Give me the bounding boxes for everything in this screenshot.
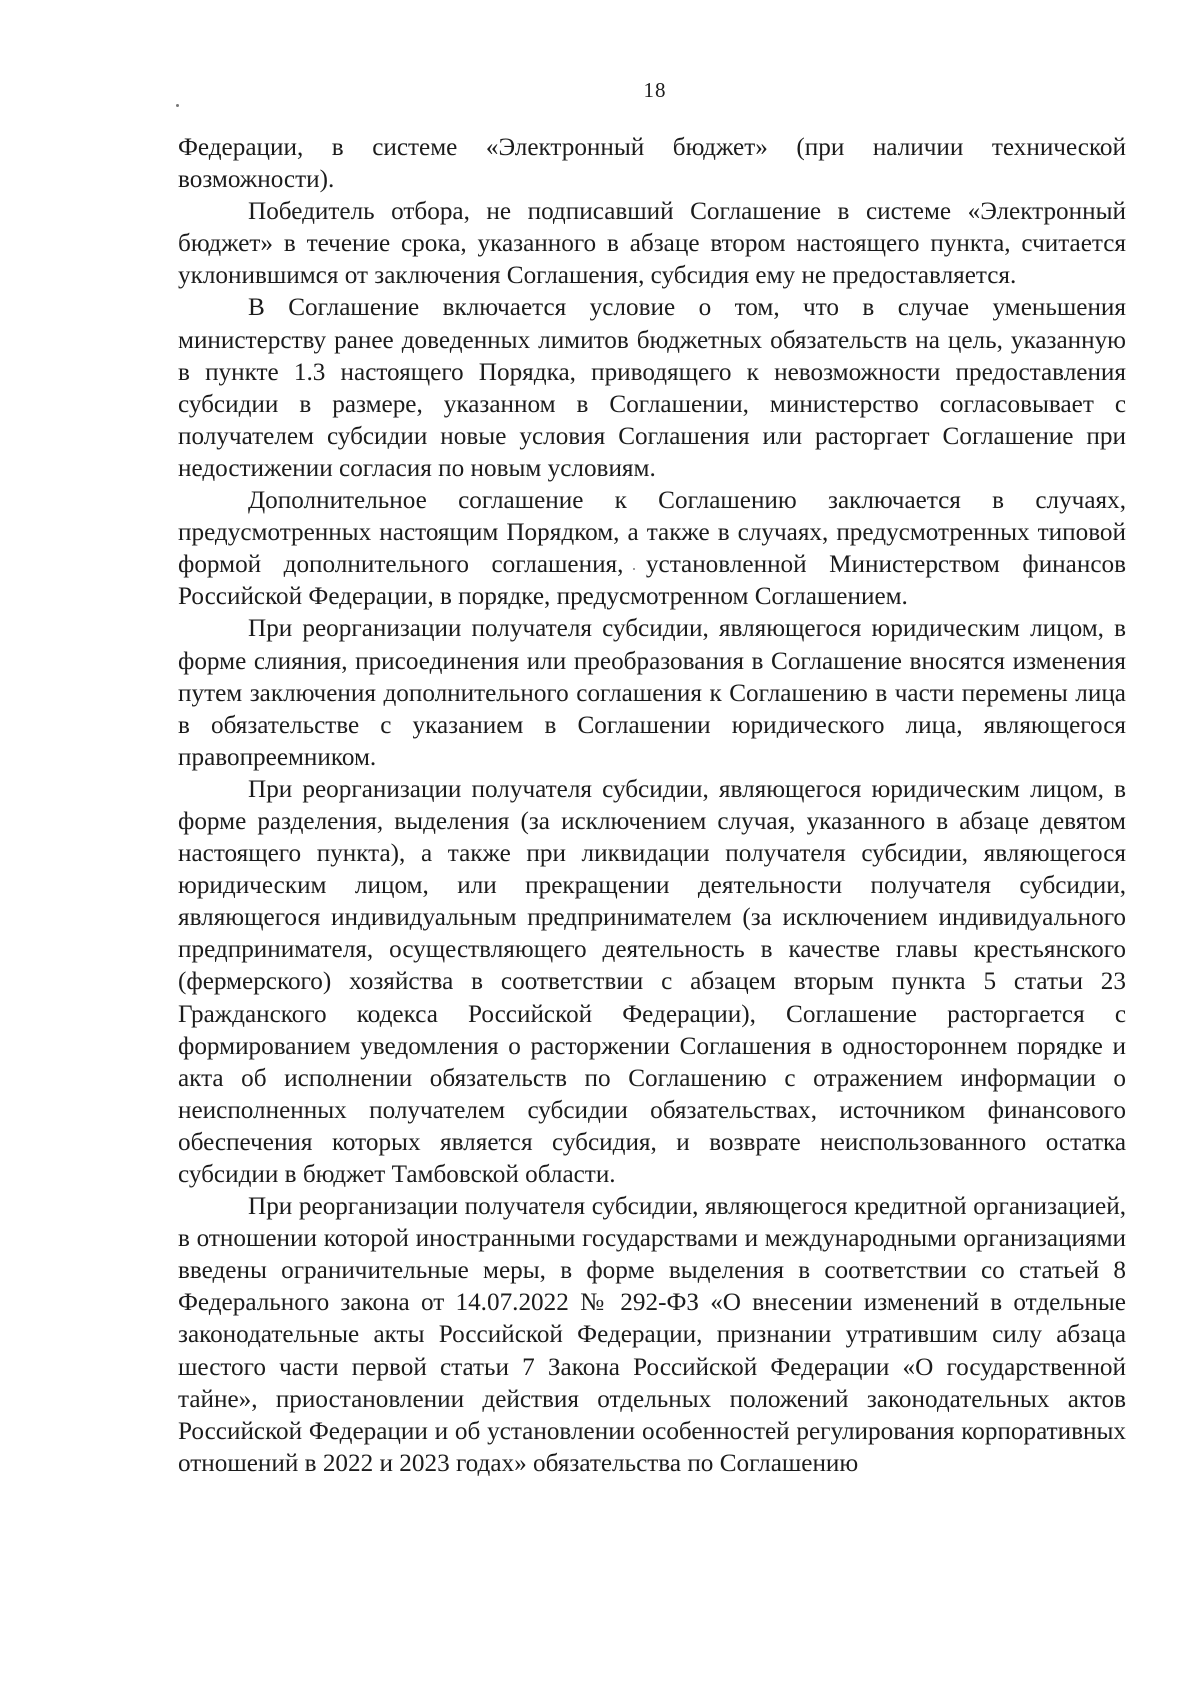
paragraph: Федерации, в системе «Электронный бюджет» (при наличии технической возможности). [178,134,1126,194]
body-text [178,132,1126,1480]
paragraph: При реорганизации получателя субсидии, являющегося кредитной организацией, в отношении которой иностранными государствами и международными организациями введены ограничительные меры, в форме выделения в соответствии со статьей 8 Федерального закона от 14.07.2022 № 292-ФЗ «О внесении изменений в отдельные законодательные акты Российской Федерации, признании утратившим силу абзаца шестого части первой статьи 7 Закона Российской Федерации «О государственной тайне», приостановлении действия отдельных положений законодательных актов Российской Федерации и об установлении особенностей регулирования корпоративных отношений в 2022 и 2023 годах» обязательства по Соглашению [178,1193,1126,1477]
paragraph: Дополнительное соглашение к Соглашению заключается в случаях, предусмотренных настоящим Порядком, а также в случаях, предусмотренных типовой формой дополнительного соглашения, установленной Министерством финансов Российской Федерации, в порядке, предусмотренном Соглашением. [178,487,1126,611]
scan-speck [176,104,179,107]
paragraph: В Соглашение включается условие о том, что в случае уменьшения министерству ранее доведенных лимитов бюджетных обязательств на цель, указанную в пункте 1.3 настоящего Порядка, приводящего к невозможности предоставления субсидии в размере, указанном в Соглашении, министерство согласовывает с получателем субсидии новые условия Соглашения или расторгает Соглашение при недостижении согласия по новым условиям. [178,294,1126,482]
paragraph: Победитель отбора, не подписавший Соглашение в системе «Электронный бюджет» в течение срока, указанного в абзаце втором настоящего пункта, считается уклонившимся от заключения Соглашения, субсидия ему не предоставляется. [178,198,1126,290]
paragraph: При реорганизации получателя субсидии, являющегося юридическим лицом, в форме разделения, выделения (за исключением случая, указанного в абзаце девятом настоящего пункта), а также при ликвидации получателя субсидии, являющегося юридическим лицом, или прекращении деятельности получателя субсидии, являющегося индивидуальным предпринимателем (за исключением индивидуального предпринимателя, осуществляющего деятельность в качестве главы крестьянского (фермерского) хозяйства в соответствии с абзацем вторым пункта 5 статьи 23 Гражданского кодекса Российской Федерации), Соглашение расторгается с формированием уведомления о расторжении Соглашения в одностороннем порядке и акта об исполнении обязательств по Соглашению с отражением информации о неисполненных получателем субсидии обязательствах, источником финансового обеспечения которых является субсидия, и возврате неиспользованного остатка субсидии в бюджет Тамбовской области. [178,775,1126,1188]
paragraph: При реорганизации получателя субсидии, являющегося юридическим лицом, в форме слияния, присоединения или преобразования в Соглашение вносятся изменения путем заключения дополнительного соглашения к Соглашению в части перемены лица в обязательстве с указанием в Соглашении юридического лица, являющегося правопреемником. [178,615,1126,771]
page-number: 18 [643,78,667,102]
